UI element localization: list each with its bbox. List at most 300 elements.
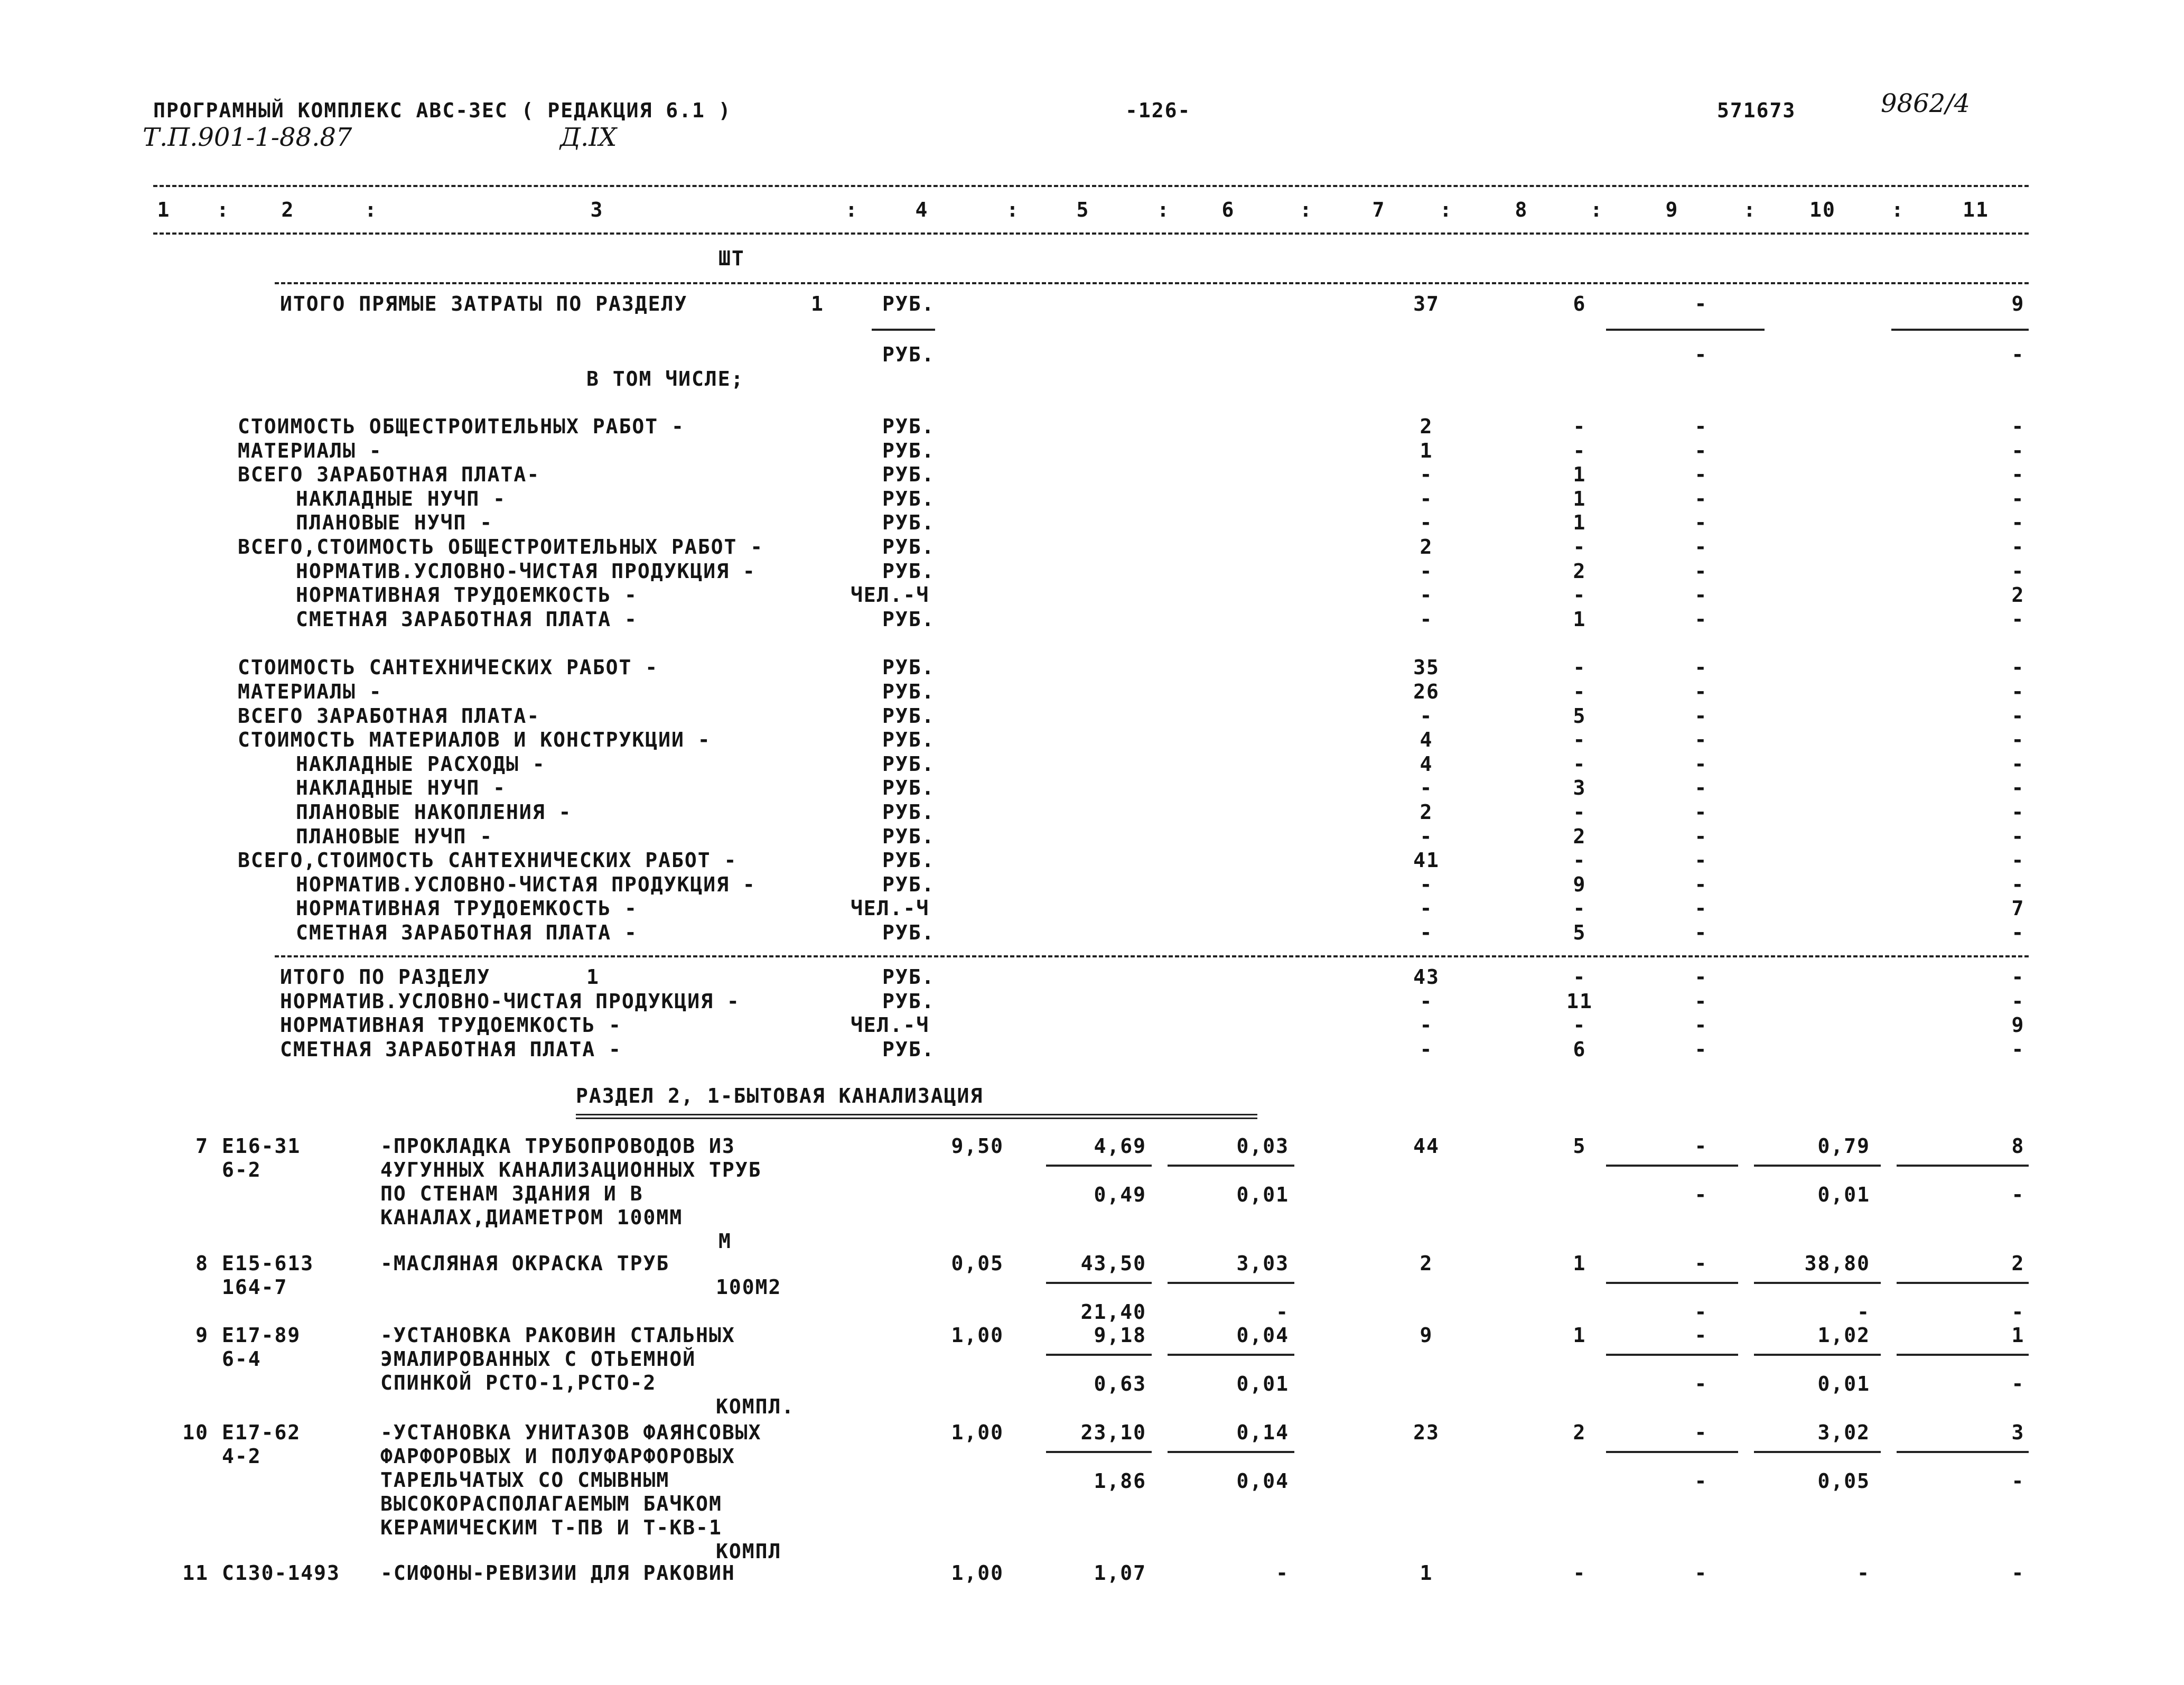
section-total-label: ИТОГО ПО РАЗДЕЛУ: [280, 965, 491, 989]
item-c5: 4,69: [1094, 1134, 1146, 1158]
breakdown-unit: РУБ.: [882, 849, 935, 872]
breakdown-c7: 4: [1420, 752, 1433, 776]
breakdown-c9: -: [1694, 463, 1708, 487]
item-c6: 0,04: [1236, 1324, 1289, 1347]
item-qty: 0,05: [951, 1252, 1004, 1275]
breakdown-unit: РУБ.: [882, 921, 935, 944]
section-total-c9: -: [1694, 1013, 1708, 1037]
item-code-2: 164-7: [222, 1276, 288, 1299]
item-split-rule: [1754, 1451, 1881, 1453]
breakdown-label: ВСЕГО,СТОИМОСТЬ САНТЕХНИЧЕСКИХ РАБОТ -: [238, 849, 738, 872]
breakdown-label: ПЛАНОВЫЕ НУЧП -: [296, 511, 493, 535]
item-c11: -: [2011, 1561, 2025, 1585]
breakdown-label: СТОИМОСТЬ МАТЕРИАЛОВ И КОНСТРУКЦИИ -: [238, 728, 711, 752]
item-split-rule: [1754, 1165, 1881, 1167]
breakdown-unit: РУБ.: [882, 607, 935, 631]
breakdown-c11: -: [2011, 776, 2025, 800]
item-c9-sub: -: [1694, 1183, 1708, 1206]
item-c5: 23,10: [1080, 1421, 1146, 1444]
breakdown-c8: -: [1573, 680, 1586, 703]
breakdown-c11: -: [2011, 704, 2025, 728]
breakdown-label: ВСЕГО ЗАРАБОТНАЯ ПЛАТА-: [238, 704, 540, 728]
column-header-2: 2: [281, 198, 295, 221]
breakdown-c11: -: [2011, 921, 2025, 944]
item-description: ВЫСОКОРАСПОЛАГАЕМЫМ БАЧКОМ: [380, 1492, 722, 1515]
breakdown-c11: -: [2011, 487, 2025, 510]
item-description: ТАРЕЛЬЧАТЫХ СО СМЫВНЫМ: [380, 1468, 670, 1492]
breakdown-label: МАТЕРИАЛЫ -: [238, 439, 382, 462]
archive-number: 9862/4: [1881, 89, 1970, 118]
section-total-label: СМЕТНАЯ ЗАРАБОТНАЯ ПЛАТА -: [280, 1037, 622, 1061]
header-rule-bottom: [153, 232, 2029, 235]
breakdown-unit: РУБ.: [882, 656, 935, 679]
breakdown-c8: -: [1573, 583, 1586, 607]
item-number: 10: [182, 1421, 209, 1444]
column-separator: :: [1440, 198, 1453, 221]
breakdown-c11: -: [2011, 439, 2025, 462]
section-total-unit: РУБ.: [882, 965, 935, 989]
breakdown-c7: -: [1420, 921, 1433, 944]
item-split-rule: [1897, 1451, 2029, 1453]
breakdown-c9: -: [1694, 583, 1708, 607]
breakdown-c7: 26: [1413, 680, 1440, 703]
breakdown-c7: -: [1420, 704, 1433, 728]
item-c6-sub: 0,01: [1236, 1372, 1289, 1395]
breakdown-c11: -: [2011, 824, 2025, 848]
breakdown-c7: -: [1420, 559, 1433, 583]
item-c11-sub: -: [2011, 1300, 2025, 1324]
total-unit: РУБ.: [882, 292, 935, 315]
item-qty: 1,00: [951, 1421, 1004, 1444]
breakdown-c8: -: [1573, 415, 1586, 438]
item-split-rule: [1897, 1165, 2029, 1167]
subtotal-rule: [1891, 329, 2029, 331]
section-total-unit: РУБ.: [882, 989, 935, 1013]
column-header-4: 4: [915, 198, 929, 221]
item-description: -МАСЛЯНАЯ ОКРАСКА ТРУБ: [380, 1252, 670, 1275]
item-split-rule: [1046, 1451, 1152, 1453]
breakdown-unit: РУБ.: [882, 439, 935, 462]
total-c8: 6: [1573, 292, 1586, 315]
header-rule-top: [153, 185, 2029, 187]
item-c10-sub: 0,05: [1817, 1469, 1870, 1493]
column-header-11: 11: [1963, 198, 1989, 221]
item-c6: 0,14: [1236, 1421, 1289, 1444]
breakdown-c9: -: [1694, 680, 1708, 703]
breakdown-c7: 35: [1413, 656, 1440, 679]
breakdown-unit: РУБ.: [882, 704, 935, 728]
breakdown-c11: -: [2011, 728, 2025, 752]
item-c10: 3,02: [1817, 1421, 1870, 1444]
item-qty: 9,50: [951, 1134, 1004, 1158]
item-c6: -: [1276, 1561, 1289, 1585]
item-split-rule: [1046, 1282, 1152, 1284]
item-description: ПО СТЕНАМ ЗДАНИЯ И В: [380, 1182, 643, 1205]
item-c5-sub: 0,49: [1094, 1183, 1146, 1206]
item-c6-sub: 0,04: [1236, 1469, 1289, 1493]
item-unit: КОМПЛ: [716, 1540, 782, 1563]
breakdown-c11: -: [2011, 656, 2025, 679]
breakdown-c8: -: [1573, 656, 1586, 679]
item-c6: 0,03: [1236, 1134, 1289, 1158]
breakdown-c11: -: [2011, 680, 2025, 703]
breakdown-c7: -: [1420, 776, 1433, 800]
item-code: Е17-62: [222, 1421, 301, 1444]
breakdown-label: НАКЛАДНЫЕ РАСХОДЫ -: [296, 752, 546, 776]
section-total-c8: -: [1573, 965, 1586, 989]
item-number: 7: [195, 1134, 209, 1158]
item-unit: 100М2: [716, 1276, 782, 1299]
breakdown-c9: -: [1694, 487, 1708, 510]
item-c9: -: [1694, 1561, 1708, 1585]
section-total-c7: -: [1420, 1013, 1433, 1037]
section-total-c9: -: [1694, 989, 1708, 1013]
section-total-c7: -: [1420, 989, 1433, 1013]
item-description: -ПРОКЛАДКА ТРУБОПРОВОДОВ ИЗ: [380, 1134, 735, 1158]
item-c11-sub: -: [2011, 1372, 2025, 1395]
total-label: ИТОГО ПРЯМЫЕ ЗАТРАТЫ ПО РАЗДЕЛУ: [280, 292, 688, 315]
item-c5-sub: 0,63: [1094, 1372, 1146, 1395]
item-c6: 3,03: [1236, 1252, 1289, 1275]
breakdown-c7: 2: [1420, 800, 1433, 824]
breakdown-c8: -: [1573, 728, 1586, 752]
item-c9-sub: -: [1694, 1372, 1708, 1395]
breakdown-c8: 1: [1573, 511, 1586, 535]
breakdown-c9: -: [1694, 511, 1708, 535]
column-header-10: 10: [1809, 198, 1836, 221]
item-split-rule: [1606, 1282, 1738, 1284]
breakdown-label: МАТЕРИАЛЫ -: [238, 680, 382, 703]
album-number: Д.IX: [560, 123, 617, 152]
breakdown-unit: РУБ.: [882, 776, 935, 800]
item-c9: -: [1694, 1134, 1708, 1158]
item-c7: 2: [1420, 1252, 1433, 1275]
breakdown-c9: -: [1694, 800, 1708, 824]
item-c11: 8: [2011, 1134, 2025, 1158]
item-description: -УСТАНОВКА РАКОВИН СТАЛЬНЫХ: [380, 1324, 735, 1347]
breakdown-label: СМЕТНАЯ ЗАРАБОТНАЯ ПЛАТА -: [296, 921, 638, 944]
breakdown-unit: РУБ.: [882, 487, 935, 510]
breakdown-c11: -: [2011, 511, 2025, 535]
breakdown-c9: -: [1694, 559, 1708, 583]
breakdown-label: ПЛАНОВЫЕ НУЧП -: [296, 824, 493, 848]
breakdown-c7: -: [1420, 824, 1433, 848]
breakdown-c9: -: [1694, 656, 1708, 679]
breakdown-unit: РУБ.: [882, 680, 935, 703]
breakdown-c9: -: [1694, 415, 1708, 438]
item-split-rule: [1168, 1282, 1294, 1284]
program-header: ПРОГРАМНЫЙ КОМПЛЕКС АВС-3ЕС ( РЕДАКЦИЯ 6.1 ): [153, 99, 732, 122]
item-description: ЭМАЛИРОВАННЫХ С ОТЬЕМНОЙ: [380, 1347, 696, 1371]
total-c11: 9: [2011, 292, 2025, 315]
breakdown-c8: -: [1573, 752, 1586, 776]
item-c10: 0,79: [1817, 1134, 1870, 1158]
breakdown-c8: 5: [1573, 704, 1586, 728]
subtotal-unit: РУБ.: [882, 343, 935, 366]
item-description: 4УГУННЫХ КАНАЛИЗАЦИОННЫХ ТРУБ: [380, 1158, 762, 1181]
breakdown-c9: -: [1694, 752, 1708, 776]
column-header-9: 9: [1665, 198, 1679, 221]
total-section-num: 1: [811, 292, 824, 315]
breakdown-c7: -: [1420, 897, 1433, 920]
item-split-rule: [1754, 1354, 1881, 1356]
column-separator: :: [1743, 198, 1757, 221]
breakdown-c11: -: [2011, 849, 2025, 872]
item-split-rule: [1168, 1451, 1294, 1453]
item-c10: 38,80: [1804, 1252, 1870, 1275]
breakdown-c8: 3: [1573, 776, 1586, 800]
item-c8: -: [1573, 1561, 1586, 1585]
breakdown-c9: -: [1694, 607, 1708, 631]
column-header-8: 8: [1515, 198, 1528, 221]
section-total-unit: РУБ.: [882, 1037, 935, 1061]
section-total-c8: -: [1573, 1013, 1586, 1037]
item-number: 9: [195, 1324, 209, 1347]
column-header-1: 1: [157, 198, 171, 221]
item-c11-sub: -: [2011, 1469, 2025, 1493]
item-code: Е15-613: [222, 1252, 314, 1275]
breakdown-label: НОРМАТИВНАЯ ТРУДОЕМКОСТЬ -: [296, 897, 638, 920]
item-qty: 1,00: [951, 1561, 1004, 1585]
section-total-c11: -: [2011, 965, 2025, 989]
item-split-rule: [1168, 1354, 1294, 1356]
section-total-c11: 9: [2011, 1013, 2025, 1037]
breakdown-c7: -: [1420, 583, 1433, 607]
item-c11: 2: [2011, 1252, 2025, 1275]
breakdown-c8: 1: [1573, 463, 1586, 487]
breakdown-c9: -: [1694, 824, 1708, 848]
breakdown-label: ВСЕГО ЗАРАБОТНАЯ ПЛАТА-: [238, 463, 540, 487]
breakdown-c7: 1: [1420, 439, 1433, 462]
breakdown-label: НАКЛАДНЫЕ НУЧП -: [296, 776, 507, 800]
item-qty: 1,00: [951, 1324, 1004, 1347]
item-c8: 2: [1573, 1421, 1586, 1444]
column-separator: :: [1891, 198, 1905, 221]
item-c9: -: [1694, 1324, 1708, 1347]
item-split-rule: [1046, 1354, 1152, 1356]
breakdown-c7: 2: [1420, 415, 1433, 438]
rule-before-total: [275, 282, 2029, 284]
section-total-c9: -: [1694, 1037, 1708, 1061]
item-c9: -: [1694, 1421, 1708, 1444]
item-c5-sub: 1,86: [1094, 1469, 1146, 1493]
breakdown-c7: 41: [1413, 849, 1440, 872]
carry-unit: ШТ: [718, 247, 745, 270]
section-total-label: НОРМАТИВ.УСЛОВНО-ЧИСТАЯ ПРОДУКЦИЯ -: [280, 989, 740, 1013]
item-c11-sub: -: [2011, 1183, 2025, 1206]
breakdown-c11: -: [2011, 535, 2025, 558]
breakdown-c11: -: [2011, 752, 2025, 776]
breakdown-c9: -: [1694, 897, 1708, 920]
subtotal-rule: [872, 329, 935, 331]
item-unit: КОМПЛ.: [716, 1395, 795, 1418]
breakdown-c8: 5: [1573, 921, 1586, 944]
item-unit: М: [718, 1230, 732, 1253]
subtotal-c9: -: [1694, 343, 1708, 366]
item-split-rule: [1606, 1354, 1738, 1356]
breakdown-c11: -: [2011, 800, 2025, 824]
section-total-c11: -: [2011, 1037, 2025, 1061]
section-total-c11: -: [2011, 989, 2025, 1013]
item-c7: 23: [1413, 1421, 1440, 1444]
breakdown-c7: -: [1420, 872, 1433, 896]
item-description: КЕРАМИЧЕСКИМ Т-ПВ И Т-КВ-1: [380, 1516, 722, 1539]
item-c9-sub: -: [1694, 1469, 1708, 1493]
breakdown-label: ПЛАНОВЫЕ НАКОПЛЕНИЯ -: [296, 800, 572, 824]
item-description: СПИНКОЙ РСТО-1,РСТО-2: [380, 1371, 657, 1394]
breakdown-c8: -: [1573, 535, 1586, 558]
breakdown-unit: РУБ.: [882, 872, 935, 896]
rule-section-totals: [275, 955, 2029, 957]
section-total-unit: ЧЕЛ.-Ч: [851, 1013, 930, 1037]
breakdown-unit: РУБ.: [882, 463, 935, 487]
item-code-2: 6-4: [222, 1347, 262, 1371]
breakdown-unit: ЧЕЛ.-Ч: [851, 897, 930, 920]
item-c8: 1: [1573, 1324, 1586, 1347]
item-c11: 1: [2011, 1324, 2025, 1347]
breakdown-c8: 1: [1573, 487, 1586, 510]
item-number: 11: [182, 1561, 209, 1585]
column-header-6: 6: [1221, 198, 1235, 221]
breakdown-c7: -: [1420, 487, 1433, 510]
in-that-label: В ТОМ ЧИСЛЕ;: [586, 367, 744, 390]
breakdown-unit: РУБ.: [882, 800, 935, 824]
breakdown-c9: -: [1694, 921, 1708, 944]
breakdown-label: СМЕТНАЯ ЗАРАБОТНАЯ ПЛАТА -: [296, 607, 638, 631]
item-c5: 43,50: [1080, 1252, 1146, 1275]
item-split-rule: [1168, 1165, 1294, 1167]
section-total-label: НОРМАТИВНАЯ ТРУДОЕМКОСТЬ -: [280, 1013, 622, 1037]
item-description: -СИФОНЫ-РЕВИЗИИ ДЛЯ РАКОВИН: [380, 1561, 735, 1585]
project-code: Т.П.901-1-88.87: [143, 123, 352, 152]
breakdown-c7: -: [1420, 511, 1433, 535]
item-c7: 44: [1413, 1134, 1440, 1158]
breakdown-unit: РУБ.: [882, 535, 935, 558]
section-total-c7: -: [1420, 1037, 1433, 1061]
breakdown-c11: -: [2011, 872, 2025, 896]
breakdown-unit: РУБ.: [882, 824, 935, 848]
item-code-2: 4-2: [222, 1445, 262, 1468]
section2-title-underline: [576, 1114, 1257, 1119]
breakdown-c8: -: [1573, 849, 1586, 872]
column-separator: :: [1006, 198, 1020, 221]
breakdown-c11: 7: [2011, 897, 2025, 920]
breakdown-c11: -: [2011, 607, 2025, 631]
total-c7: 37: [1413, 292, 1440, 315]
breakdown-unit: РУБ.: [882, 511, 935, 535]
item-c10: 1,02: [1817, 1324, 1870, 1347]
breakdown-label: НОРМАТИВНАЯ ТРУДОЕМКОСТЬ -: [296, 583, 638, 607]
item-description: КАНАЛАХ,ДИАМЕТРОМ 100ММ: [380, 1206, 683, 1229]
item-code: Е17-89: [222, 1324, 301, 1347]
section-total-c7: 43: [1413, 965, 1440, 989]
item-split-rule: [1046, 1165, 1152, 1167]
item-c6-sub: -: [1276, 1300, 1289, 1324]
total-c9: -: [1694, 292, 1708, 315]
item-c8: 1: [1573, 1252, 1586, 1275]
item-code-2: 6-2: [222, 1158, 262, 1181]
item-code: С130-1493: [222, 1561, 340, 1585]
breakdown-label: НАКЛАДНЫЕ НУЧП -: [296, 487, 507, 510]
breakdown-c8: 1: [1573, 607, 1586, 631]
breakdown-label: СТОИМОСТЬ САНТЕХНИЧЕСКИХ РАБОТ -: [238, 656, 659, 679]
item-split-rule: [1754, 1282, 1881, 1284]
breakdown-c9: -: [1694, 535, 1708, 558]
item-c7: 1: [1420, 1561, 1433, 1585]
column-header-3: 3: [590, 198, 604, 221]
section-total-c9: -: [1694, 965, 1708, 989]
item-description: ФАРФОРОВЫХ И ПОЛУФАРФОРОВЫХ: [380, 1445, 735, 1468]
item-code: Е16-31: [222, 1134, 301, 1158]
column-separator: :: [1157, 198, 1170, 221]
breakdown-c11: -: [2011, 463, 2025, 487]
breakdown-c8: 2: [1573, 824, 1586, 848]
breakdown-c8: -: [1573, 800, 1586, 824]
breakdown-c8: 9: [1573, 872, 1586, 896]
item-c5-sub: 21,40: [1080, 1300, 1146, 1324]
breakdown-label: СТОИМОСТЬ ОБЩЕСТРОИТЕЛЬНЫХ РАБОТ -: [238, 415, 685, 438]
breakdown-c11: -: [2011, 559, 2025, 583]
item-c10-sub: 0,01: [1817, 1372, 1870, 1395]
breakdown-c8: 2: [1573, 559, 1586, 583]
item-description: -УСТАНОВКА УНИТАЗОВ ФАЯНСОВЫХ: [380, 1421, 762, 1444]
breakdown-unit: РУБ.: [882, 752, 935, 776]
item-c5: 1,07: [1094, 1561, 1146, 1585]
breakdown-c9: -: [1694, 439, 1708, 462]
document-number: 571673: [1717, 99, 1796, 122]
item-c5: 9,18: [1094, 1324, 1146, 1347]
item-c10-sub: -: [1857, 1300, 1870, 1324]
item-c11: 3: [2011, 1421, 2025, 1444]
breakdown-c11: -: [2011, 415, 2025, 438]
column-header-5: 5: [1076, 198, 1090, 221]
item-c8: 5: [1573, 1134, 1586, 1158]
item-split-rule: [1897, 1282, 2029, 1284]
column-separator: :: [1590, 198, 1603, 221]
breakdown-unit: ЧЕЛ.-Ч: [851, 583, 930, 607]
breakdown-label: НОРМАТИВ.УСЛОВНО-ЧИСТАЯ ПРОДУКЦИЯ -: [296, 559, 756, 583]
breakdown-c8: -: [1573, 439, 1586, 462]
breakdown-label: НОРМАТИВ.УСЛОВНО-ЧИСТАЯ ПРОДУКЦИЯ -: [296, 872, 756, 896]
item-c6-sub: 0,01: [1236, 1183, 1289, 1206]
column-separator: :: [217, 198, 230, 221]
item-split-rule: [1606, 1451, 1738, 1453]
breakdown-label: ВСЕГО,СТОИМОСТЬ ОБЩЕСТРОИТЕЛЬНЫХ РАБОТ -: [238, 535, 764, 558]
item-split-rule: [1606, 1165, 1738, 1167]
breakdown-unit: РУБ.: [882, 728, 935, 752]
item-c9: -: [1694, 1252, 1708, 1275]
breakdown-c11: 2: [2011, 583, 2025, 607]
item-split-rule: [1897, 1354, 2029, 1356]
breakdown-c9: -: [1694, 704, 1708, 728]
section-total-c8: 11: [1566, 989, 1593, 1013]
subtotal-c11: -: [2011, 343, 2025, 366]
breakdown-c9: -: [1694, 872, 1708, 896]
breakdown-c9: -: [1694, 776, 1708, 800]
item-c9-sub: -: [1694, 1300, 1708, 1324]
section-total-c8: 6: [1573, 1037, 1586, 1061]
subtotal-rule: [1606, 329, 1765, 331]
breakdown-c8: -: [1573, 897, 1586, 920]
item-number: 8: [195, 1252, 209, 1275]
item-c10: -: [1857, 1561, 1870, 1585]
breakdown-c7: -: [1420, 463, 1433, 487]
breakdown-c7: 2: [1420, 535, 1433, 558]
item-c7: 9: [1420, 1324, 1433, 1347]
section2-title: РАЗДЕЛ 2, 1-БЫТОВАЯ КАНАЛИЗАЦИЯ: [576, 1084, 984, 1107]
breakdown-unit: РУБ.: [882, 559, 935, 583]
breakdown-c7: 4: [1420, 728, 1433, 752]
